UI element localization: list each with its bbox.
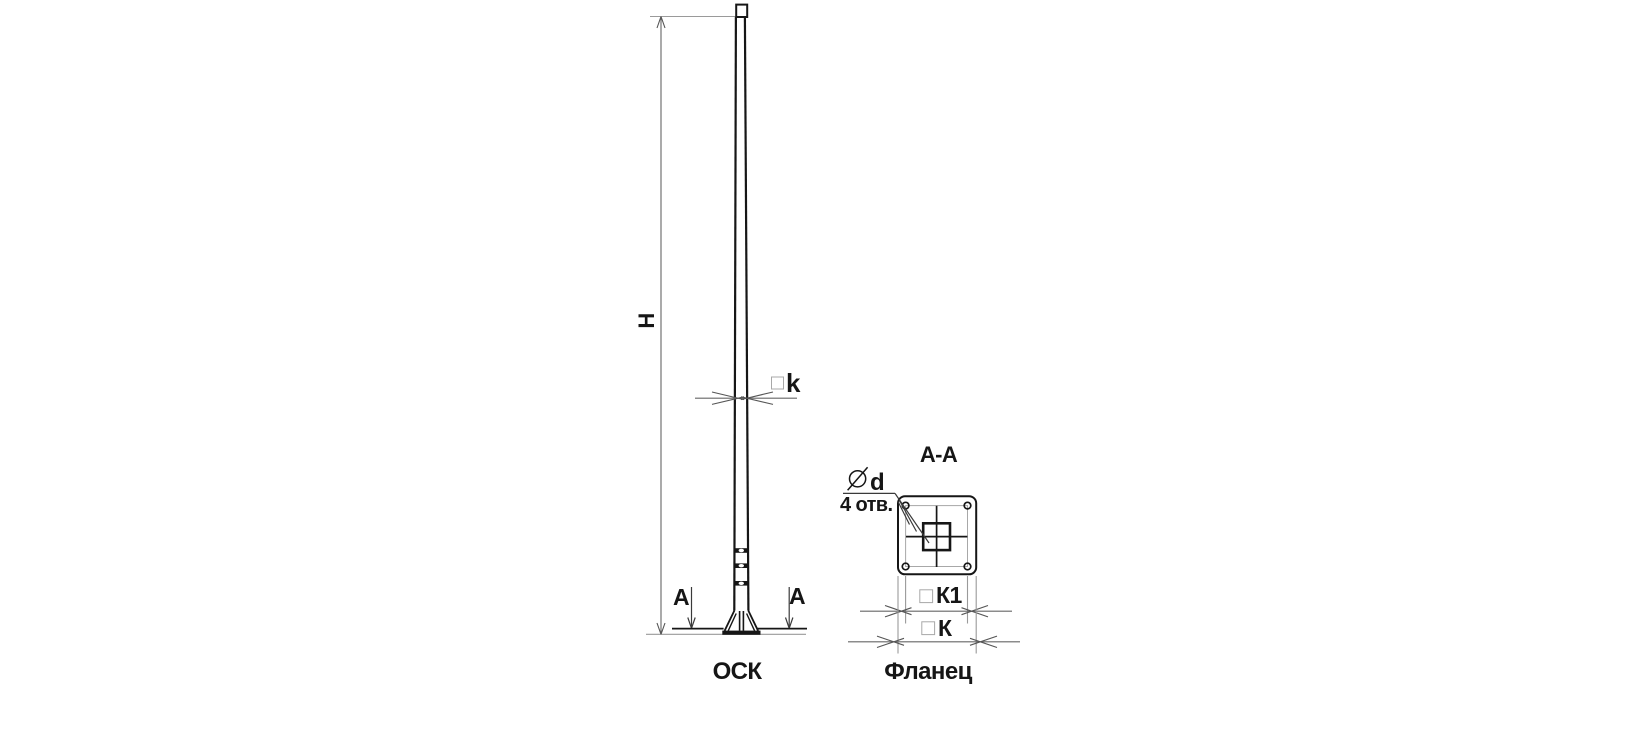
plate-width-dimension (848, 576, 1020, 654)
pole-right-wall (745, 17, 749, 611)
pole-joint (734, 581, 748, 586)
section-marker-left (672, 584, 724, 629)
flange-view (840, 442, 1020, 685)
flange-view-title: Фланец (884, 658, 972, 685)
section-marker-right (757, 583, 807, 629)
square-symbol-icon (772, 377, 784, 389)
section-title: А-А (919, 442, 958, 467)
height-label: H (633, 313, 659, 329)
pole-view-title: ОСК (712, 658, 762, 685)
hole-diameter-label: d (870, 469, 885, 496)
holes-count-label: 4 отв. (840, 494, 893, 516)
height-dimension (634, 17, 806, 635)
bolt-spacing-label: К1 (936, 582, 962, 608)
pole-body (722, 5, 760, 635)
bolt-spacing-dimension (860, 576, 1012, 624)
square-symbol-icon (922, 622, 935, 635)
pole-joint (734, 563, 748, 568)
section-letter: А (672, 584, 690, 610)
pole-top-cap (736, 5, 747, 17)
base-plate (722, 631, 760, 635)
pole-base (722, 611, 760, 635)
tube-width-label: k (786, 368, 800, 398)
pole-joint (734, 548, 748, 553)
base-rib-lines (740, 611, 744, 631)
square-symbol-icon (920, 590, 933, 603)
pole-left-wall (734, 17, 736, 611)
pole-view (634, 5, 807, 685)
plate-width-label: К (938, 615, 952, 641)
section-letter: А (788, 583, 806, 609)
